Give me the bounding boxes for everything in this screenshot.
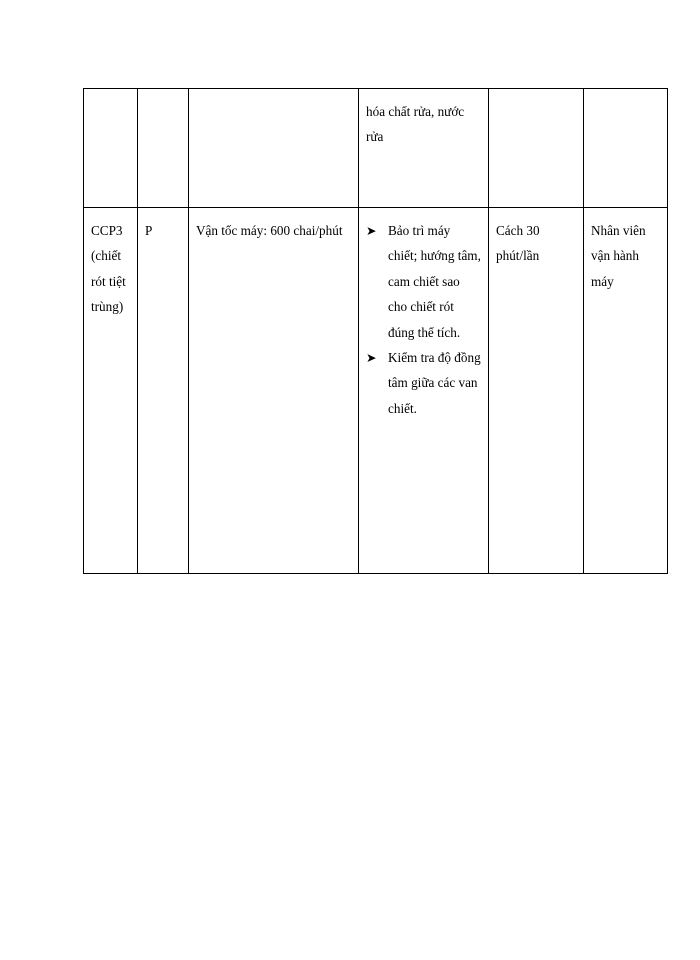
critical-limit-value: Vận tốc máy: 600 chai/phút — [196, 223, 343, 238]
cell-corrective-action — [359, 208, 489, 574]
table-body — [84, 89, 668, 574]
cell-monitoring-frequency — [489, 208, 584, 574]
cell-corrective-action-continued — [359, 89, 489, 208]
cell-critical-limit-continued — [189, 89, 359, 208]
ccp-code-description: (chiết rót tiệt trùng) — [91, 248, 126, 315]
table-row — [84, 208, 668, 574]
list-item — [366, 218, 482, 345]
list-item-label: Kiểm tra độ đồng tâm giữa các van chiết. — [388, 350, 481, 416]
hazard-type-label: P — [145, 223, 153, 238]
cell-hazard-type — [138, 208, 189, 574]
responsible-person-value: Nhân viên vận hành máy — [591, 223, 646, 289]
ccp-code-label: CCP3 — [91, 223, 123, 238]
cell-paragraph: hóa chất rửa, nước rửa — [366, 104, 465, 145]
monitoring-frequency-value: Cách 30 phút/lần — [496, 223, 540, 264]
cell-monitoring-frequency-continued — [489, 89, 584, 208]
corrective-action-list — [366, 218, 482, 421]
cell-ccp-code-continued — [84, 89, 138, 208]
arrow-bullet-icon: ➤ — [366, 350, 377, 366]
arrow-bullet-icon: ➤ — [366, 223, 377, 238]
list-item — [366, 345, 482, 421]
cell-responsible-person — [584, 208, 668, 574]
cell-ccp-code — [84, 208, 138, 574]
table-row — [84, 89, 668, 208]
haccp-plan-table — [83, 88, 668, 574]
cell-critical-limit — [189, 208, 359, 574]
cell-hazard-type-continued — [138, 89, 189, 208]
list-item-label: Bảo trì máy chiết; hướng tâm, cam chiết sao cho chiết rót đúng thể tích. — [388, 223, 481, 340]
cell-responsible-person-continued — [584, 89, 668, 208]
